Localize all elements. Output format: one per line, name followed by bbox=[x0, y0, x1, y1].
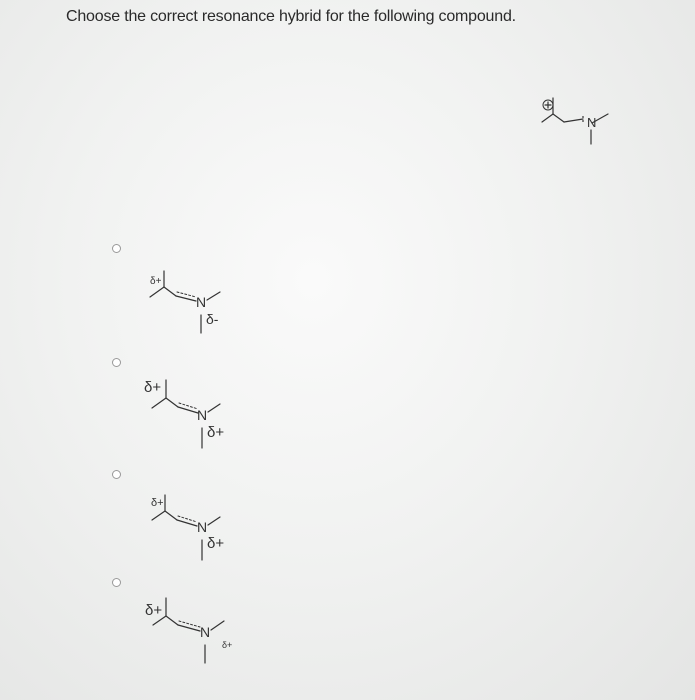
option-1-nitrogen: N bbox=[196, 294, 207, 310]
option-3-radio[interactable] bbox=[112, 470, 121, 479]
option-3-nitrogen-charge: δ+ bbox=[207, 535, 225, 552]
option-2-nitrogen: N bbox=[197, 407, 208, 423]
option-4-structure bbox=[140, 585, 250, 670]
question-text: Choose the correct resonance hybrid for the following compound. bbox=[66, 8, 516, 25]
nitrogen-atom: N bbox=[587, 115, 597, 130]
option-1-nitrogen-charge: δ- bbox=[206, 311, 219, 327]
option-4-carbon-charge: δ+ bbox=[145, 602, 163, 619]
option-2-structure bbox=[140, 368, 250, 458]
option-2-nitrogen-charge: δ+ bbox=[207, 424, 225, 441]
option-4-nitrogen-charge: δ+ bbox=[222, 640, 233, 650]
option-1-radio[interactable] bbox=[112, 244, 121, 253]
option-4-nitrogen: N bbox=[200, 624, 211, 640]
option-1-structure bbox=[140, 260, 250, 345]
option-2-radio[interactable] bbox=[112, 358, 121, 367]
option-3-nitrogen: N bbox=[197, 519, 208, 535]
option-3-carbon-charge: δ+ bbox=[151, 497, 164, 509]
option-4-radio[interactable] bbox=[112, 578, 121, 587]
option-1-carbon-charge: δ+ bbox=[150, 276, 162, 287]
given-compound bbox=[530, 92, 620, 162]
option-3-structure bbox=[140, 484, 250, 569]
option-2-carbon-charge: δ+ bbox=[144, 379, 162, 396]
